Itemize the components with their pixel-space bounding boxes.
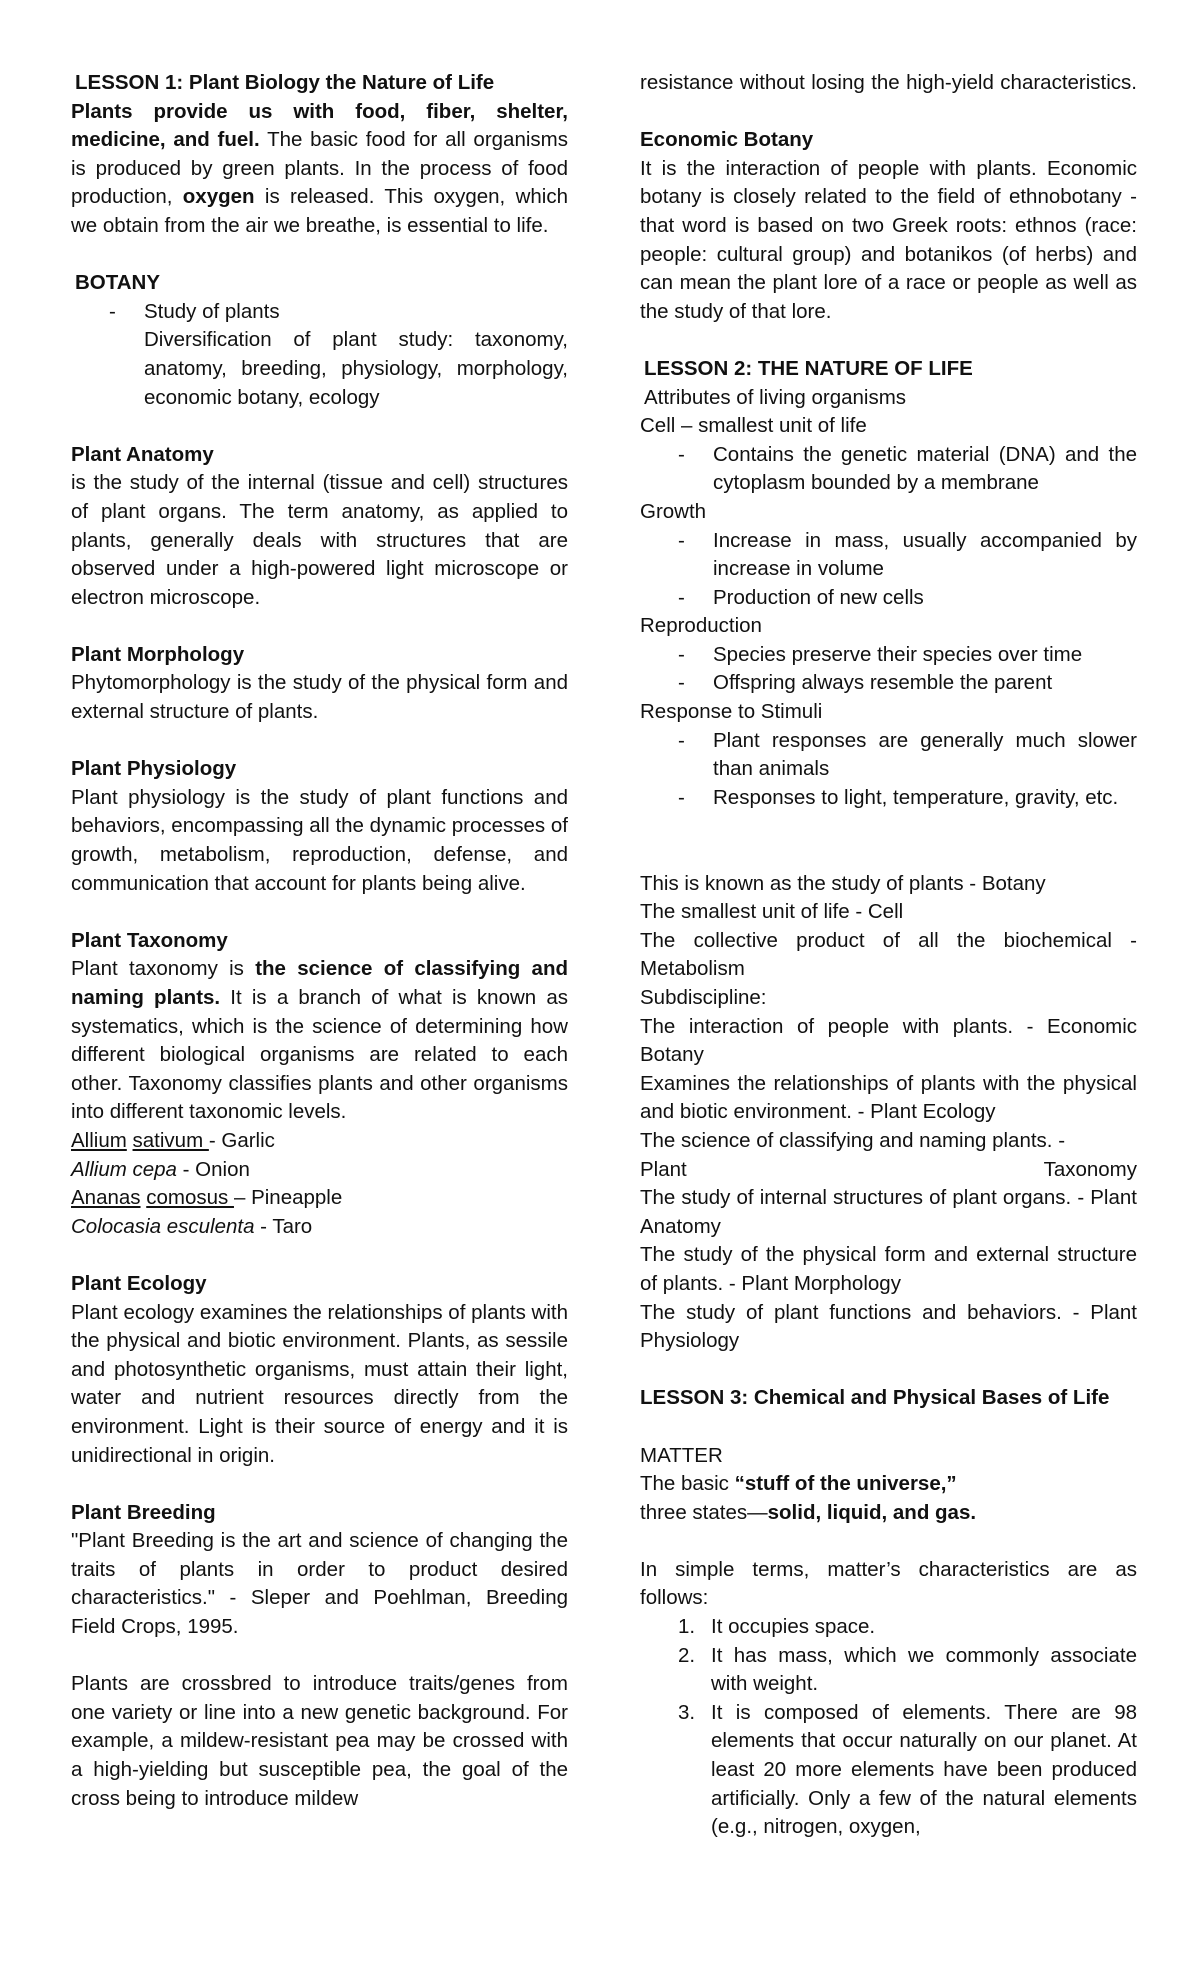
anatomy-text: is the study of the internal (tissue and cell) structures of plant organs. The term anatomy, as applied to plants, generally deals with structures that are observed under a high-powered light microscope or electron microscope.	[71, 471, 568, 609]
list-item	[640, 1699, 1137, 1842]
list-item-text: Plant responses are generally much slower than animals	[713, 728, 1137, 781]
example-pineapple	[71, 1184, 568, 1213]
list-item-text: It is composed of elements. There are 98 elements that occur naturally on our planet. At least 20 more elements have been produced artificially. Only a few of the natural elements (e.g., nitrogen, oxygen,	[711, 1700, 1137, 1839]
crossbreeding-continuation: resistance without losing the high-yield characteristics.	[640, 71, 1137, 94]
review-split-b: Taxonomy	[1043, 1157, 1137, 1181]
economic-botany-title: Economic Botany	[640, 128, 814, 152]
ecology-text: Plant ecology examines the relationships of plants with the physical and biotic environment. Plants, as sessile and photosynthetic organisms, must attain their light, water and nutrient resources directly from the environment. Light is their source of energy and it is unidirectional in origin.	[71, 1300, 568, 1467]
reproduction-heading: Reproduction	[640, 614, 762, 638]
attributes-heading: Attributes of living organisms	[644, 385, 907, 409]
list-item	[640, 1642, 1137, 1699]
list-item-text: It occupies space.	[711, 1615, 876, 1639]
list-item-text: Increase in mass, usually accompanied by increase in volume	[713, 528, 1137, 581]
scientific-name: Allium cepa	[71, 1157, 177, 1181]
genus: Allium	[71, 1128, 127, 1152]
crossbreeding-text: Plants are crossbred to introduce traits/genes from one variety or line into a new genetic background. For example, a mildew-resistant pea may be crossed with a high-yielding but susceptible pea, the goal of the cross being to introduce mildew	[71, 1672, 568, 1810]
characteristics-intro: In simple terms, matter’s characteristics are as follows:	[640, 1557, 1137, 1610]
botany-list	[71, 298, 568, 327]
intro-text-a: The basic food for all organisms is produced by green plants. In the process of food production,	[71, 128, 568, 209]
reproduction-list	[640, 641, 1137, 698]
taxonomy-text	[71, 955, 568, 1127]
lesson1-title: LESSON 1: Plant Biology the Nature of Life	[75, 71, 495, 94]
example-garlic	[71, 1127, 568, 1156]
list-item	[640, 1613, 1137, 1642]
states-bold: solid, liquid, and gas.	[767, 1500, 977, 1524]
review-line: The study of the physical form and external structure of plants. - Plant Morphology	[640, 1243, 1137, 1295]
scientific-name: Colocasia esculenta	[71, 1214, 255, 1238]
taxonomy-text-a: Plant taxonomy is	[71, 957, 256, 981]
taxonomy-text-b: It is a branch of what is known as systematics, which is the science of determining how different biological organisms are related to each other. Taxonomy classifies plants and other organisms into different taxonomic levels.	[71, 986, 568, 1124]
matter-states	[640, 1499, 1137, 1528]
review-line: The collective product of all the biochemical - Metabolism	[640, 928, 1137, 981]
cell-list	[640, 441, 1137, 498]
breeding-quote: "Plant Breeding is the art and science of changing the traits of plants in order to product desired characteristics." - Sleper and Poehlman, Breeding Field Crops, 1995.	[71, 1529, 568, 1639]
morphology-text: Phytomorphology is the study of the physical form and external structure of plants.	[71, 671, 568, 724]
genus: Ananas	[71, 1186, 141, 1210]
review-line: The study of internal structures of plant organs. - Plant Anatomy	[640, 1186, 1137, 1238]
list-item-text: Contains the genetic material (DNA) and the cytoplasm bounded by a membrane	[713, 442, 1137, 495]
growth-list	[640, 527, 1137, 613]
review-split-a: Plant	[640, 1157, 687, 1181]
dash: -	[678, 585, 685, 609]
common-name: - Garlic	[208, 1128, 275, 1152]
list-item	[640, 641, 1137, 670]
dash: -	[678, 785, 685, 809]
example-taro	[71, 1213, 568, 1242]
list-number: 2.	[678, 1643, 696, 1667]
cell-heading: Cell – smallest unit of life	[640, 414, 867, 438]
review-line: The smallest unit of life - Cell	[640, 900, 904, 924]
matter-heading: MATTER	[640, 1443, 723, 1467]
matter-text: The basic	[640, 1472, 735, 1496]
list-item	[640, 527, 1137, 584]
ecology-title: Plant Ecology	[71, 1271, 207, 1295]
physiology-text: Plant physiology is the study of plant functions and behaviors, encompassing all the dynamic processes of growth, metabolism, reproduction, defense, and communication that account for plants being alive.	[71, 785, 568, 895]
list-number: 1.	[678, 1615, 696, 1639]
example-onion	[71, 1156, 568, 1185]
common-name: - Onion	[176, 1157, 250, 1181]
common-name: - Taro	[254, 1214, 313, 1238]
growth-heading: Growth	[640, 499, 707, 523]
intro-bold: Plants provide us with food, fiber, shelter, medicine, and fuel.	[71, 99, 568, 152]
common-name: – Pineapple	[233, 1186, 343, 1210]
species: comosus	[146, 1186, 234, 1210]
list-item	[71, 298, 568, 327]
taxonomy-title: Plant Taxonomy	[71, 928, 228, 952]
list-number: 3.	[678, 1700, 696, 1724]
dash: -	[678, 671, 685, 695]
physiology-title: Plant Physiology	[71, 757, 237, 781]
intro-text-b: is released. This oxygen, which we obtain from the air we breathe, is essential to life.	[71, 185, 569, 237]
characteristics-list	[640, 1613, 1137, 1842]
list-item-text: It has mass, which we commonly associate with weight.	[711, 1643, 1137, 1696]
species: sativum	[132, 1128, 209, 1152]
review-line: The study of plant functions and behaviors. - Plant Physiology	[640, 1300, 1137, 1353]
review-line: The science of classifying and naming plants. -	[640, 1128, 1066, 1152]
review-line-split	[640, 1156, 1137, 1185]
anatomy-title: Plant Anatomy	[71, 442, 214, 466]
stimuli-heading: Response to Stimuli	[640, 700, 823, 724]
review-line: Subdiscipline:	[640, 986, 767, 1009]
dash: -	[678, 642, 685, 666]
list-item-text: Offspring always resemble the parent	[713, 671, 1053, 695]
list-item	[640, 669, 1137, 698]
taxonomy-bold: the science of classifying and naming plants.	[71, 957, 568, 1009]
economic-botany-text: It is the interaction of people with plants. Economic botany is closely related to the field of ethnobotany - that word is based on two Greek roots: ethnos (race: people: cultural group) and botanikos (of herbs) and can mean the plant lore of a race or people as well as the study of that lore.	[640, 156, 1137, 323]
list-item	[640, 584, 1137, 613]
list-item-text: Responses to light, temperature, gravity, etc.	[713, 785, 1119, 809]
review-line: This is known as the study of plants - Botany	[640, 871, 1046, 895]
botany-continuation: Diversification of plant study: taxonomy, anatomy, breeding, physiology, morphology, economic botany, ecology	[144, 328, 568, 409]
review-line: The interaction of people with plants. - Economic Botany	[640, 1014, 1137, 1067]
matter-bold: “stuff of the universe,”	[734, 1472, 957, 1496]
lesson3-title: LESSON 3: Chemical and Physical Bases of Life	[640, 1386, 1110, 1410]
dash: -	[109, 299, 116, 323]
lesson2-title: LESSON 2: THE NATURE OF LIFE	[644, 356, 973, 380]
matter-definition	[640, 1470, 1137, 1499]
breeding-title: Plant Breeding	[71, 1500, 216, 1524]
dash: -	[678, 728, 685, 752]
list-item-text: Production of new cells	[713, 585, 924, 609]
intro-oxygen: oxygen	[182, 185, 255, 209]
dash: -	[678, 442, 685, 466]
dash: -	[678, 528, 685, 552]
list-item-text: Species preserve their species over time	[713, 642, 1083, 666]
states-text: three states—	[640, 1500, 768, 1524]
list-item	[640, 784, 1137, 813]
list-item	[640, 441, 1137, 498]
left-column	[71, 69, 568, 1813]
morphology-title: Plant Morphology	[71, 642, 245, 666]
review-line: Examines the relationships of plants with the physical and biotic environment. - Plant Ecology	[640, 1071, 1137, 1124]
list-item	[640, 727, 1137, 784]
botany-title: BOTANY	[75, 271, 161, 295]
right-column	[640, 69, 1137, 1842]
stimuli-list	[640, 727, 1137, 813]
intro-paragraph	[71, 98, 568, 241]
botany-item: Study of plants	[144, 299, 280, 323]
